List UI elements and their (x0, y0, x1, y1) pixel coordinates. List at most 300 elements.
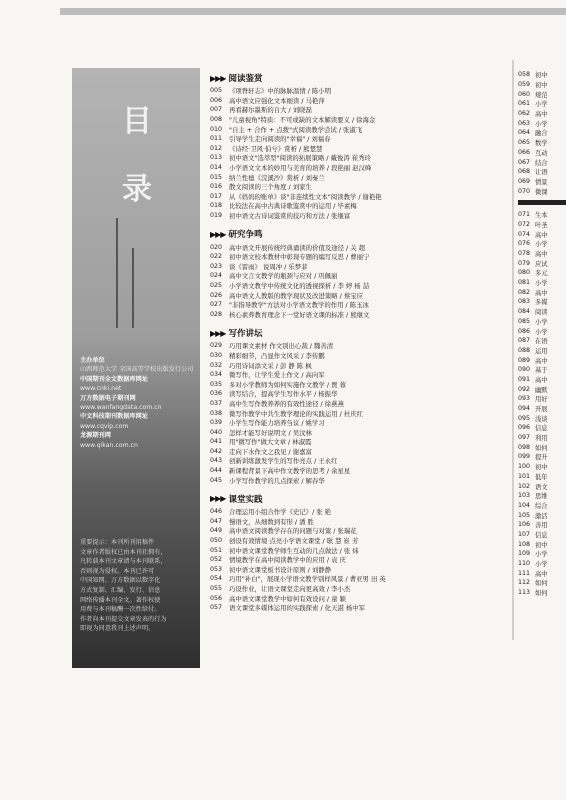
entry-title: 小学 (535, 241, 548, 249)
entry-title: 让语 (535, 169, 548, 177)
entry-page-number: 064 (518, 129, 531, 137)
section-arrows-icon: ▶▶▶ (210, 328, 226, 338)
entry-title: 高中语文阅读教学存在的问题与对策 / 张瑞花 (229, 527, 357, 536)
right-toc-entry (518, 510, 566, 520)
toc-entry (210, 427, 510, 437)
entry-page-number: 007 (210, 106, 223, 114)
contents-sidebar (72, 68, 200, 668)
entry-title: 小学生写作能力培养刍议 / 姚学习 (229, 419, 325, 428)
right-toc-entry (518, 520, 566, 530)
entry-title: 高中 (535, 376, 548, 384)
entry-title: 慢语文，从细数到有形 / 潘 胜 (229, 517, 314, 526)
publisher-info-line: 龙源期刊网 (80, 432, 111, 440)
entry-title: 比较法在高中古典诗歌鉴赏中的运用 / 毕素梅 (229, 202, 357, 211)
entry-page-number: 053 (210, 565, 223, 573)
right-toc-entry (518, 326, 566, 336)
toc-entry (210, 555, 510, 565)
entry-page-number: 056 (210, 594, 223, 602)
entry-page-number: 012 (210, 144, 223, 152)
toc-entry (210, 153, 510, 163)
entry-title: 情境教学在高中阅读教学中的应用 / 袁 庆 (229, 556, 346, 565)
copyright-notice-line: 文章作者版权已由本刊社拥有， (80, 548, 167, 556)
right-toc-entry (518, 148, 566, 158)
copyright-notice-line: 重要提示：本刊所刊用稿件 (80, 539, 155, 546)
entry-page-number: 013 (210, 154, 223, 162)
toc-entry (210, 134, 510, 144)
entry-page-number: 065 (518, 139, 531, 147)
right-toc-entry (518, 559, 566, 569)
right-toc-entry (518, 384, 566, 394)
toc-entry (210, 262, 510, 272)
entry-page-number: 042 (210, 447, 223, 455)
entry-title: 高中语文开展传统经典诵读的价值及途径 / 关 超 (229, 243, 366, 252)
entry-page-number: 113 (518, 589, 531, 597)
toc-entry (210, 182, 510, 192)
entry-page-number: 059 (518, 81, 531, 89)
entry-title: 融合 (535, 130, 548, 138)
toc-entry (210, 437, 510, 447)
entry-title: 规范 (535, 91, 548, 99)
entry-title: 生本 (535, 212, 548, 220)
entry-title: 情景 (535, 178, 548, 186)
publisher-info-line: 中国期刊全文数据库网址 (80, 375, 149, 383)
entry-title: 创新训练激发学生的写作亮点 / 王永红 (229, 457, 338, 466)
entry-title: 微写作，让学生爱上作文 / 高向军 (229, 371, 325, 380)
entry-page-number: 047 (210, 517, 223, 525)
right-toc-entry (518, 472, 566, 482)
right-toc-entry (518, 167, 566, 177)
toc-entry (210, 545, 510, 555)
entry-page-number: 057 (210, 604, 223, 612)
toc-entry (210, 281, 510, 291)
toc-entry (210, 201, 510, 211)
section-arrows-icon: ▶▶▶ (210, 229, 226, 239)
entry-title: 如何 (535, 580, 548, 588)
section-title: 课堂实践 (228, 494, 263, 505)
entry-page-number: 061 (518, 100, 531, 108)
copyright-notice-line: 作者向本刊提交文章发表的行为 (80, 615, 167, 623)
toc-entry (210, 163, 510, 173)
entry-title: 初中 (535, 72, 548, 80)
entry-title: "非指导教学"方法对小学语文教学的作用 / 陈玉冰 (229, 301, 369, 310)
entry-title: 小学 (535, 561, 548, 569)
right-toc-entry (518, 588, 566, 598)
copyright-notice-line: 凡转载本刊文章请与本刊联系， (80, 558, 167, 566)
entry-title: 读写结合，提高学生写作水平 / 杨振华 (229, 390, 338, 399)
contents-title-mu: 目 (122, 104, 152, 139)
toc-entry (210, 526, 510, 536)
right-toc-entry (518, 210, 566, 220)
entry-page-number: 024 (210, 272, 223, 280)
entry-title: 合理运用小组合作学《史记》/ 张 艳 (229, 508, 332, 517)
toc-entry (210, 271, 510, 281)
entry-title: 开展 (535, 406, 548, 414)
entry-title: 结合 (535, 159, 548, 167)
entry-title: 高中语文课堂教学中如何有效设问 / 童 颖 (229, 594, 346, 603)
entry-title: 初中语文课堂板书设计原则 / 刘静静 (229, 565, 332, 574)
toc-entry (210, 408, 510, 418)
entry-title: 创设有效情境 点亮小学语文课堂 / 耿 慧 崔 芳 (229, 537, 359, 546)
entry-page-number: 071 (518, 211, 531, 219)
entry-page-number: 105 (518, 511, 531, 519)
toc-section (210, 493, 510, 613)
entry-page-number: 006 (210, 96, 223, 104)
toc-section (210, 327, 510, 485)
entry-page-number: 043 (210, 457, 223, 465)
copyright-notice-line: 中国知网、万方数据以数字化 (80, 577, 161, 585)
entry-page-number: 070 (518, 187, 531, 195)
entry-page-number: 051 (210, 546, 223, 554)
entry-title: 信息 (535, 425, 548, 433)
toc-entry (210, 379, 510, 389)
entry-title: 新课程背景下高中作文教学的思考 / 余星星 (229, 467, 351, 476)
entry-page-number: 084 (518, 308, 531, 316)
entry-title: 高中 (535, 357, 548, 365)
entry-title: 多媒 (535, 299, 548, 307)
entry-page-number: 062 (518, 110, 531, 118)
entry-title: 低年 (535, 473, 548, 481)
entry-page-number: 044 (210, 467, 223, 475)
right-toc-entry (518, 239, 566, 249)
toc-section (210, 72, 510, 220)
right-toc-entry (518, 249, 566, 259)
entry-page-number: 052 (210, 556, 223, 564)
right-toc-entry (518, 336, 566, 346)
right-toc-entry (518, 70, 566, 80)
entry-page-number: 079 (518, 259, 531, 267)
right-toc-entry (518, 138, 566, 148)
right-toc-entry (518, 442, 566, 452)
entry-title: 再看赫尔墨斯的自大 / 刘晓磊 (229, 106, 312, 115)
entry-page-number: 091 (518, 375, 531, 383)
entry-page-number: 011 (210, 135, 223, 143)
entry-page-number: 041 (210, 438, 223, 446)
toc-entry (210, 86, 510, 96)
entry-title: 如何 (535, 444, 548, 452)
entry-title: 高中 (535, 111, 548, 119)
entry-page-number: 026 (210, 291, 223, 299)
entry-page-number: 078 (518, 250, 531, 258)
entry-page-number: 097 (518, 434, 531, 442)
entry-title: 信息 (535, 531, 548, 539)
right-toc-entry (518, 423, 566, 433)
right-toc-entry (518, 287, 566, 297)
entry-page-number: 106 (518, 521, 531, 529)
entry-title: 谈《雷雨》 说周冲 / 乐梦菲 (229, 262, 308, 271)
copyright-notice-line: 用费与本刊稿酬一次性给付。 (80, 606, 161, 614)
entry-page-number: 036 (210, 390, 223, 398)
right-toc-entry (518, 481, 566, 491)
toc-entry (210, 536, 510, 546)
entry-title: 数学 (535, 140, 548, 148)
entry-page-number: 032 (210, 361, 223, 369)
entry-title: 初中 (535, 82, 548, 90)
entry-title: 《项脊轩志》中的脉脉温情 / 陈小明 (229, 87, 332, 96)
entry-page-number: 010 (210, 125, 223, 133)
section-heading (210, 72, 510, 84)
entry-title: 核心素养教育理念下一堂好语文课的标准 / 熊继文 (229, 310, 370, 319)
entry-title: 微写作教学中共生教学理论的实践运用 / 杜庆红 (229, 409, 364, 418)
entry-page-number: 027 (210, 301, 223, 309)
entry-title: 初中 (535, 541, 548, 549)
entry-title: 运用 (535, 347, 548, 355)
entry-page-number: 045 (210, 476, 223, 484)
entry-page-number: 055 (210, 585, 223, 593)
entry-page-number: 035 (210, 380, 223, 388)
right-toc-entry (518, 258, 566, 268)
entry-title: "儿童视角"特质：不可或缺的文本解读要义 / 徐海金 (229, 116, 376, 125)
toc-entry (210, 144, 510, 154)
entry-title: 小学 (535, 318, 548, 326)
section-heading (210, 228, 510, 240)
entry-page-number: 083 (518, 298, 531, 306)
sidebar-rule-left (116, 218, 118, 328)
entry-title: 浅谈 (535, 415, 548, 423)
entry-page-number: 030 (210, 351, 223, 359)
entry-page-number: 029 (210, 342, 223, 350)
section-heading (210, 327, 510, 339)
entry-title: 走向下水作文之我见 / 谢嘉富 (229, 447, 312, 456)
entry-page-number: 046 (210, 508, 223, 516)
toc-entry (210, 242, 510, 252)
table-of-contents (210, 72, 510, 621)
toc-entry (210, 574, 510, 584)
entry-page-number: 025 (210, 281, 223, 289)
entry-page-number: 017 (210, 192, 223, 200)
toc-entry (210, 351, 510, 361)
right-toc-entry (518, 220, 566, 230)
right-toc-entry (518, 375, 566, 385)
entry-title: 巧设作业，让语文课堂走向更高效 / 李小杰 (229, 585, 351, 594)
entry-title: 高中语文人教版的教学现状及改进策略 / 蔡宝应 (229, 291, 364, 300)
toc-entry (210, 290, 510, 300)
page-fold-shadow (512, 60, 514, 640)
entry-page-number: 008 (210, 116, 223, 124)
copyright-notice-line: 否则视为侵权。本刊已许可 (80, 567, 155, 575)
toc-entry (210, 96, 510, 106)
entry-page-number: 018 (210, 202, 223, 210)
entry-title: 初中语文课堂教学师生互动的几点做法 / 张 炜 (229, 546, 359, 555)
right-toc-entry (518, 539, 566, 549)
publisher-info (80, 356, 196, 450)
right-toc-entry (518, 118, 566, 128)
entry-page-number: 050 (210, 537, 223, 545)
entry-page-number: 023 (210, 262, 223, 270)
entry-title: 引导学生走向阅读的"幸福" / 刘福春 (229, 135, 331, 144)
toc-entry (210, 370, 510, 380)
entry-title: 小学 (535, 280, 548, 288)
entry-title: 精彩细节，凸显作文风采 / 李传鹏 (229, 351, 325, 360)
entry-page-number: 112 (518, 579, 531, 587)
publisher-info-line: www.cqvip.com (80, 422, 129, 430)
section-title: 研究争鸣 (228, 230, 263, 241)
entry-page-number: 060 (518, 90, 531, 98)
toc-section (210, 228, 510, 319)
right-toc-entry (518, 186, 566, 196)
publisher-info-line: 中文科技期刊数据库网址 (80, 413, 149, 421)
entry-title: 基于 (535, 367, 548, 375)
right-toc-entry (518, 278, 566, 288)
toc-entry (210, 105, 510, 115)
entry-page-number: 014 (210, 164, 223, 172)
publisher-info-line: www.wanfangdata.com.cn (80, 404, 162, 412)
entry-page-number: 074 (518, 230, 531, 238)
entry-page-number: 058 (518, 71, 531, 79)
entry-title: 巧用课文素材 作文别出心裁 / 魏善清 (229, 342, 334, 351)
entry-page-number: 081 (518, 279, 531, 287)
entry-page-number: 090 (518, 366, 531, 374)
toc-entry (210, 115, 510, 125)
right-toc-entry (518, 307, 566, 317)
entry-page-number: 088 (518, 346, 531, 354)
publisher-info-line: www.cnki.net (80, 385, 122, 393)
entry-title: 小学语文文本的妙用与美育的培养 / 段艳丽 赵汉峰 (229, 164, 372, 173)
entry-title: 纳兰性德《浣溪沙》赏析 / 刘秦兰 (229, 173, 325, 182)
entry-title: 高中 (535, 289, 548, 297)
toc-entry (210, 124, 510, 134)
contents-title-lu: 录 (122, 172, 152, 207)
top-scan-band (60, 8, 566, 15)
entry-page-number: 101 (518, 472, 531, 480)
right-toc-entry (518, 346, 566, 356)
publisher-info-line: 山西师范大学 全国高等学校出版发行公司 (80, 366, 194, 374)
right-toc-entry (518, 109, 566, 119)
toc-entry (210, 456, 510, 466)
entry-page-number: 019 (210, 212, 223, 220)
entry-page-number: 095 (518, 414, 531, 422)
entry-title: 利用 (535, 435, 548, 443)
entry-page-number: 049 (210, 527, 223, 535)
section-divider-bar (518, 200, 566, 205)
toc-entry (210, 252, 510, 262)
entry-page-number: 085 (518, 317, 531, 325)
right-toc-entry (518, 297, 566, 307)
copyright-notice-line: 即视为同意我刊上述声明。 (80, 625, 155, 633)
entry-title: 语文课堂多媒体运用的实践探索 / 化天湛 杨中军 (229, 604, 366, 613)
right-column-contents (518, 70, 566, 597)
entry-page-number: 111 (518, 569, 531, 577)
entry-title: 从《妈妈的账单》谈"非连续性文本"阅读教学 / 谢艳艳 (229, 192, 382, 201)
entry-page-number: 098 (518, 443, 531, 451)
entry-title: 高中语文应强化文本细读 / 马艳萍 (229, 96, 325, 105)
entry-title: 激活 (535, 512, 548, 520)
sidebar-rule-right (132, 248, 134, 328)
entry-page-number: 039 (210, 419, 223, 427)
entry-title: 阅读 (535, 309, 548, 317)
entry-page-number: 087 (518, 337, 531, 345)
right-toc-entry (518, 404, 566, 414)
entry-page-number: 104 (518, 501, 531, 509)
toc-entry (210, 517, 510, 527)
right-toc-entry (518, 394, 566, 404)
right-toc-entry (518, 568, 566, 578)
entry-page-number: 099 (518, 453, 531, 461)
entry-title: 思维 (535, 493, 548, 501)
entry-title: 高中 (535, 570, 548, 578)
entry-title: 初中 (535, 464, 548, 472)
entry-title: 怎样才能写好说明文 / 吴汶林 (229, 428, 312, 437)
entry-page-number: 037 (210, 399, 223, 407)
entry-title: 巧用"补白"，展现小学语文教学别样风景 / 曹亚男 田 英 (229, 575, 386, 584)
entry-title: 用好 (535, 396, 548, 404)
right-toc-entry (518, 491, 566, 501)
toc-entry (210, 565, 510, 575)
entry-title: 如何 (535, 590, 548, 598)
right-toc-entry (518, 80, 566, 90)
entry-page-number: 086 (518, 327, 531, 335)
section-heading (210, 493, 510, 505)
entry-title: 微课 (535, 188, 548, 196)
entry-title: 巧用诗词添文采 / 彭 静 陈 枫 (229, 361, 312, 370)
entry-page-number: 108 (518, 540, 531, 548)
right-toc-entry (518, 462, 566, 472)
right-toc-entry (518, 530, 566, 540)
entry-title: 初中语文校本教材中彰现专题的编写反思 / 曹丽宁 (229, 253, 370, 262)
right-toc-entry (518, 501, 566, 511)
toc-entry (210, 418, 510, 428)
entry-page-number: 005 (210, 87, 223, 95)
copyright-notice-line: 网络传播本刊全文。著作权使 (80, 596, 161, 604)
right-toc-entry (518, 89, 566, 99)
toc-entry (210, 399, 510, 409)
entry-page-number: 040 (210, 428, 223, 436)
entry-title: 互动 (535, 149, 548, 157)
entry-title: 高中 (535, 231, 548, 239)
section-title: 阅读鉴赏 (228, 74, 263, 84)
entry-title: 小学 (535, 551, 548, 559)
entry-page-number: 102 (518, 482, 531, 490)
right-toc-entry (518, 99, 566, 109)
entry-page-number: 080 (518, 269, 531, 277)
toc-entry (210, 603, 510, 613)
publisher-info-line: 万方数据电子期刊网 (80, 394, 136, 402)
entry-title: 小学 (535, 120, 548, 128)
entry-page-number: 068 (518, 168, 531, 176)
entry-page-number: 015 (210, 173, 223, 181)
entry-page-number: 103 (518, 492, 531, 500)
entry-page-number: 092 (518, 385, 531, 393)
right-toc-entry (518, 578, 566, 588)
entry-title: 语文 (535, 483, 548, 491)
entry-title: 小学语文教学中传统文化的透视探析 / 李 婷 杨 喆 (229, 281, 370, 290)
toc-entry (210, 584, 510, 594)
entry-title: 多元 (535, 270, 548, 278)
right-toc-entry (518, 413, 566, 423)
right-toc-entry (518, 177, 566, 187)
entry-title: 《诗经·卫风·伯兮》赏析 / 熊楚慧 (229, 144, 323, 153)
entry-title: 幽默 (535, 386, 548, 394)
toc-entry (210, 593, 510, 603)
copyright-notice-line: 方式复制、汇编、发行、信息 (80, 586, 161, 594)
right-toc-entry (518, 433, 566, 443)
toc-entry (210, 192, 510, 202)
right-toc-entry (518, 157, 566, 167)
entry-title: 用"微写作"做大文章 / 林淑霞 (229, 438, 312, 447)
toc-entry (210, 466, 510, 476)
toc-entry (210, 341, 510, 351)
entry-title: "自主 + 合作 + 点拨"式阅读教学尝试 / 张淑飞 (229, 125, 363, 134)
right-toc-entry (518, 365, 566, 375)
entry-page-number: 110 (518, 560, 531, 568)
entry-title: 高中文言文教学的瓶颈与应对 / 巩佩丽 (229, 272, 338, 281)
entry-title: 小学写作教学的几点探索 / 解春华 (229, 476, 325, 485)
toc-entry (210, 360, 510, 370)
toc-entry (210, 300, 510, 310)
entry-page-number: 100 (518, 463, 531, 471)
entry-page-number: 076 (518, 240, 531, 248)
toc-entry (210, 475, 510, 485)
right-toc-entry (518, 355, 566, 365)
